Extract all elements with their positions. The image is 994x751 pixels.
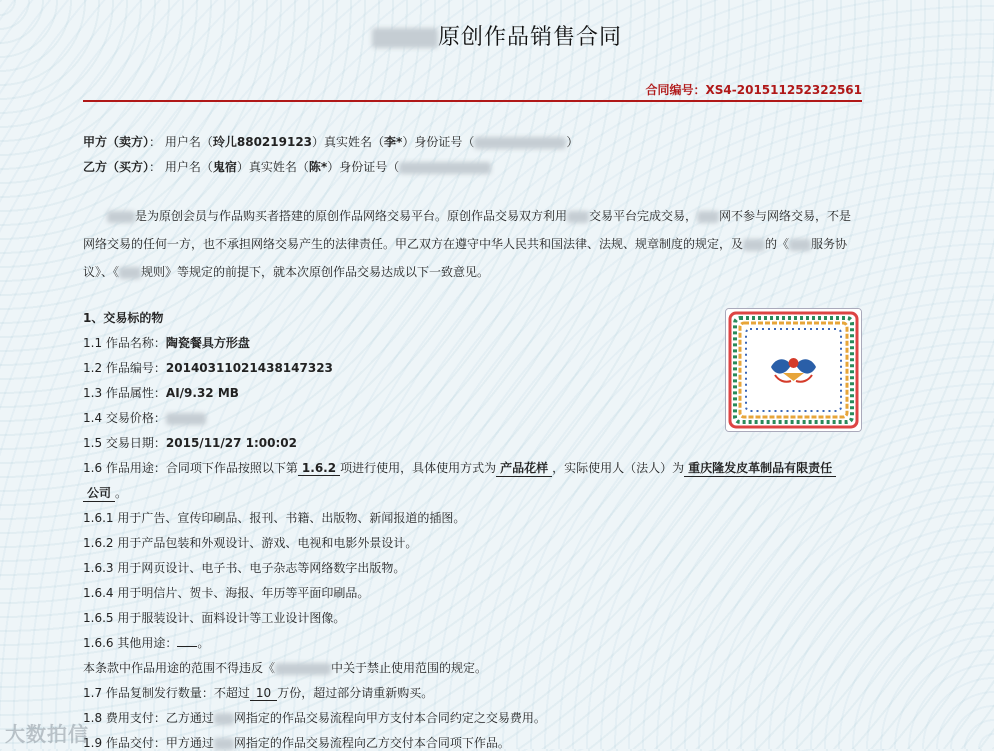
- item-1-6-4: 1.6.4 用于明信片、贺卡、海报、年历等平面印刷品。: [83, 586, 370, 600]
- item-1-6-5: 1.6.5 用于服装设计、面料设计等工业设计图像。: [83, 611, 346, 625]
- item-1-6: 1.6 作品用途：合同项下作品按照以下第 1.6.2 项进行使用，具体使用方式为 产品花样 ，实际使用人（法人）为 重庆隆发皮革制品有限责任: [83, 459, 836, 477]
- party-a-username: 玲儿880219123: [212, 135, 313, 149]
- party-b-username: 鬼宿: [212, 160, 237, 174]
- watermark-logo: 大数拍信: [5, 722, 89, 746]
- item-1-6-3: 1.6.3 用于网页设计、电子书、电子杂志等网络数字出版物。: [83, 561, 406, 575]
- party-a-realname: 李*: [384, 135, 403, 149]
- section-heading: 1、交易标的物: [83, 311, 164, 325]
- item-1-6-2: 1.6.2 用于产品包装和外观设计、游戏、电视和电影外景设计。: [83, 536, 418, 550]
- item-1-6-cont: 公司 。: [83, 484, 127, 502]
- party-a-line: 甲方（卖方）： 用户名（玲儿880219123）真实姓名（李*）身份证号（ ）: [83, 135, 579, 149]
- item-1-9: 1.9 作品交付：甲方通过 网指定的作品交易流程向乙方交付本合同项下作品。: [83, 736, 510, 750]
- plate-pattern-image: [726, 309, 861, 431]
- redacted-text: [275, 663, 331, 675]
- redacted-text: [107, 211, 135, 223]
- redacted-text: [697, 211, 719, 223]
- redacted-text: [214, 713, 234, 725]
- item-1-3: 1.3 作品属性：AI/9.32 MB: [83, 386, 239, 400]
- redacted-id-number: [474, 137, 566, 149]
- redacted-text: [119, 267, 141, 279]
- intro-paragraph: 是为原创会员与作品购买者搭建的原创作品网络交易平台。原创作品交易双方利用 交易平台完成交易， 网不参与网络交易，不是网络交易的任何一方，也不承担网络交易产生的法律责任。甲乙双方在遵守中华人民共和国法律、法规、规章制度的规定，及 的《 服务协议》、《 规则》等规定的前提下，就本次原创作品交易达成以下一致意见。: [83, 209, 852, 279]
- redacted-platform-name: [372, 28, 438, 48]
- header-divider: [83, 100, 862, 102]
- item-1-7: 1.7 作品复制发行数量：不超过 10 万份，超过部分请重新购买。: [83, 686, 434, 700]
- artwork-thumbnail: [725, 308, 862, 432]
- redacted-text: [789, 239, 811, 251]
- redacted-text: [567, 211, 589, 223]
- item-1-4: 1.4 交易价格：: [83, 409, 206, 426]
- party-b-realname: 陈*: [308, 160, 328, 174]
- party-b-line: 乙方（买方）： 用户名（鬼宿）真实姓名（陈*）身份证号（: [83, 158, 491, 175]
- item-1-2: 1.2 作品编号：20140311021438147323: [83, 361, 333, 375]
- item-1-6-1: 1.6.1 用于广告、宣传印刷品、报刊、书籍、出版物、新闻报道的插图。: [83, 511, 466, 525]
- item-1-8: 1.8 费用支付：乙方通过 网指定的作品交易流程向甲方支付本合同约定之交易费用。: [83, 711, 546, 725]
- blank-field: [177, 646, 197, 647]
- usage-scope-note: 本条款中作品用途的范围不得违反《 中关于禁止使用范围的规定。: [83, 661, 488, 675]
- page-title: [0, 20, 994, 51]
- item-1-1: 1.1 作品名称：陶瓷餐具方形盘: [83, 336, 250, 350]
- redacted-price: [166, 413, 206, 425]
- title-text: 原创作品销售合同: [437, 25, 622, 50]
- redacted-text: [214, 738, 234, 750]
- contract-number: 合同编号：XS4-201511252322561: [645, 83, 862, 97]
- redacted-id-number: [399, 162, 491, 174]
- item-1-5: 1.5 交易日期：2015/11/27 1:00:02: [83, 436, 297, 450]
- redacted-text: [743, 239, 765, 251]
- item-1-6-6: 1.6.6 其他用途： 。: [83, 636, 210, 650]
